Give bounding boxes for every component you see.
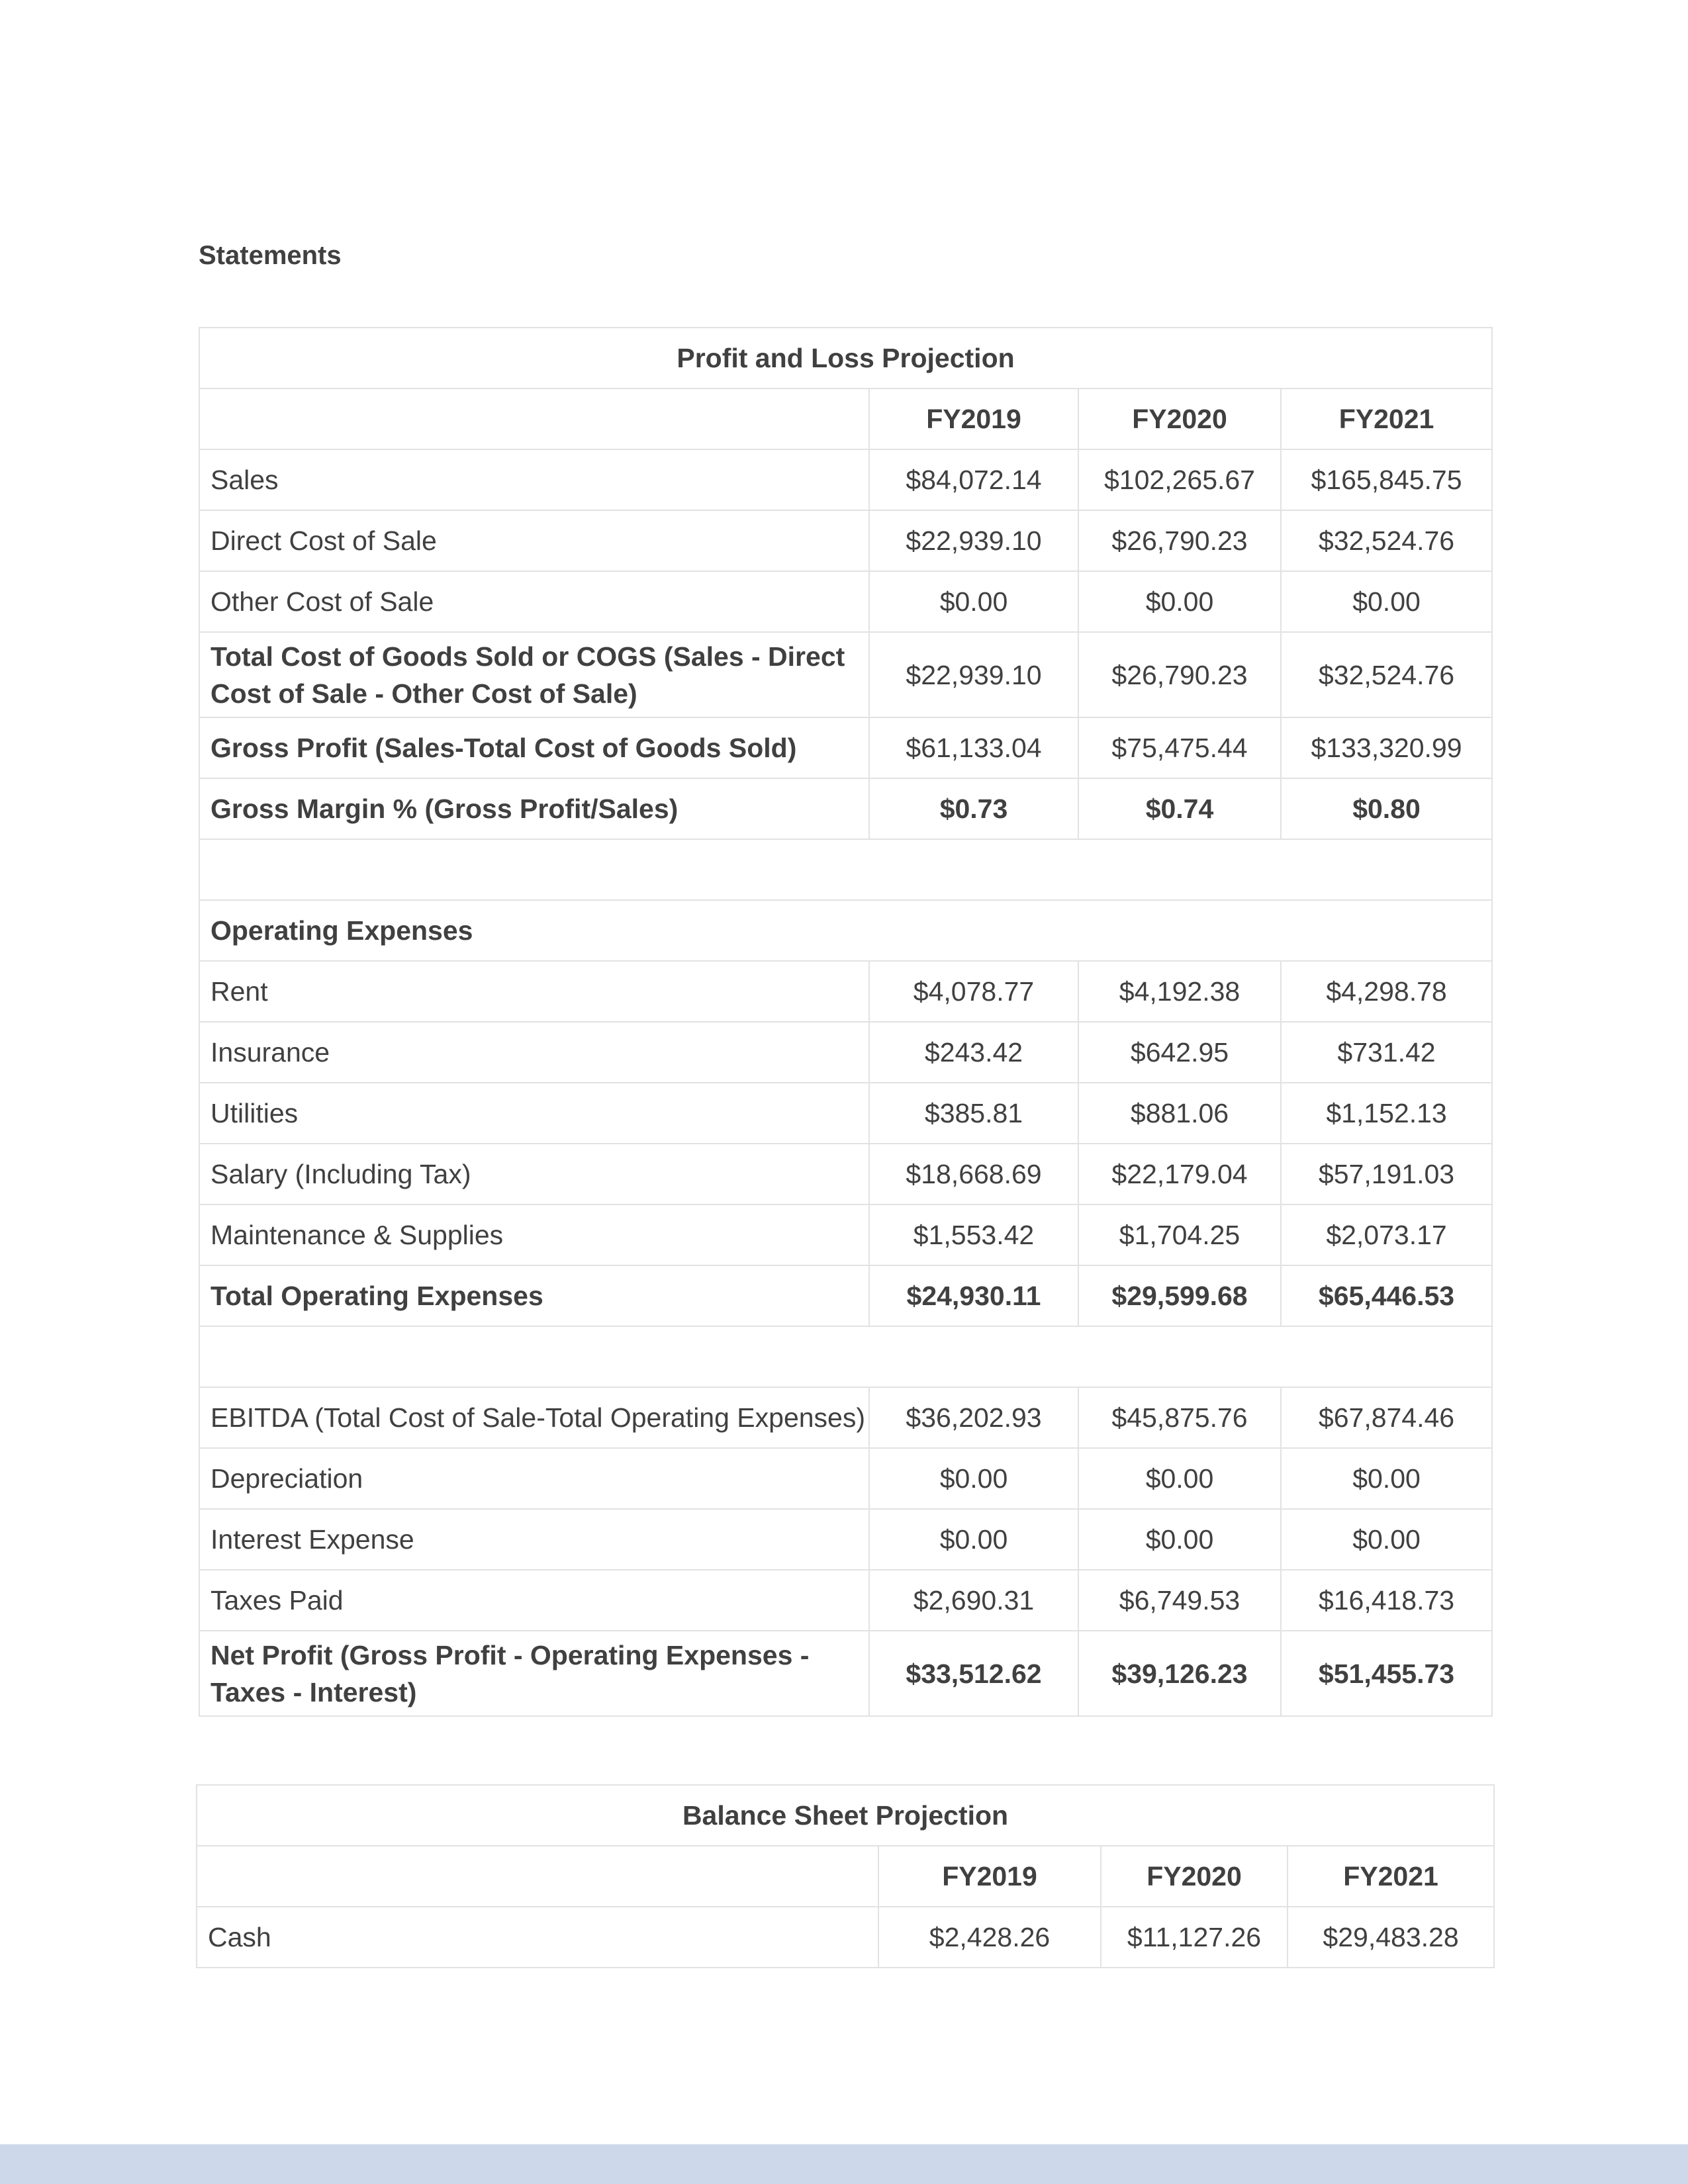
row-label: Taxes Paid [199, 1570, 869, 1631]
header-row [197, 1846, 1494, 1907]
row-value: $2,690.31 [869, 1570, 1078, 1631]
row-value: $6,749.53 [1078, 1570, 1281, 1631]
row-value: $61,133.04 [869, 717, 1078, 778]
table-row [199, 778, 1492, 839]
row-value: $0.74 [1078, 778, 1281, 839]
row-value: $32,524.76 [1281, 632, 1492, 717]
section-row [199, 900, 1492, 961]
year-header: FY2021 [1281, 388, 1492, 449]
spacer-row [199, 839, 1492, 900]
row-label: Interest Expense [199, 1509, 869, 1570]
year-header: FY2019 [869, 388, 1078, 449]
table-row [199, 1265, 1492, 1326]
row-value: $4,192.38 [1078, 961, 1281, 1022]
row-label: EBITDA (Total Cost of Sale-Total Operating Expenses) [199, 1387, 869, 1448]
row-value: $0.00 [869, 571, 1078, 632]
table-title-row [199, 328, 1492, 388]
year-header: FY2020 [1101, 1846, 1288, 1907]
table-row [199, 1570, 1492, 1631]
row-value: $26,790.23 [1078, 632, 1281, 717]
row-value: $11,127.26 [1101, 1907, 1288, 1968]
row-value: $45,875.76 [1078, 1387, 1281, 1448]
table-row [199, 571, 1492, 632]
row-value: $4,298.78 [1281, 961, 1492, 1022]
footer-bar [0, 2144, 1688, 2184]
header-blank [197, 1846, 878, 1907]
row-value: $26,790.23 [1078, 510, 1281, 571]
row-label: Rent [199, 961, 869, 1022]
page-heading: Statements [199, 241, 342, 270]
row-label: Sales [199, 449, 869, 510]
row-label: Gross Margin % (Gross Profit/Sales) [199, 778, 869, 839]
table-row [199, 449, 1492, 510]
row-value: $32,524.76 [1281, 510, 1492, 571]
row-value: $0.80 [1281, 778, 1492, 839]
balance-sheet-table [196, 1784, 1495, 1968]
table-row [199, 1631, 1492, 1716]
row-label: Salary (Including Tax) [199, 1144, 869, 1205]
row-value: $24,930.11 [869, 1265, 1078, 1326]
row-value: $0.00 [1281, 1509, 1492, 1570]
table-row [199, 632, 1492, 717]
row-value: $18,668.69 [869, 1144, 1078, 1205]
table-row [197, 1907, 1494, 1968]
row-value: $0.00 [869, 1509, 1078, 1570]
row-value: $0.73 [869, 778, 1078, 839]
row-value: $0.00 [1281, 571, 1492, 632]
row-value: $84,072.14 [869, 449, 1078, 510]
row-value: $642.95 [1078, 1022, 1281, 1083]
table-title-row [197, 1785, 1494, 1846]
row-label: Gross Profit (Sales-Total Cost of Goods Sold) [199, 717, 869, 778]
row-value: $22,179.04 [1078, 1144, 1281, 1205]
table-title: Balance Sheet Projection [197, 1785, 1494, 1846]
year-header: FY2019 [878, 1846, 1101, 1907]
table-row [199, 510, 1492, 571]
row-value: $0.00 [1078, 571, 1281, 632]
section-label: Operating Expenses [199, 900, 1492, 961]
row-label: Maintenance & Supplies [199, 1205, 869, 1265]
row-value: $0.00 [1078, 1509, 1281, 1570]
row-label: Cash [197, 1907, 878, 1968]
row-value: $0.00 [1281, 1448, 1492, 1509]
row-value: $51,455.73 [1281, 1631, 1492, 1716]
year-header: FY2020 [1078, 388, 1281, 449]
row-value: $29,599.68 [1078, 1265, 1281, 1326]
row-value: $0.00 [869, 1448, 1078, 1509]
row-value: $29,483.28 [1288, 1907, 1494, 1968]
row-value: $881.06 [1078, 1083, 1281, 1144]
table-row [199, 1509, 1492, 1570]
profit-loss-table [199, 327, 1493, 1717]
row-label: Direct Cost of Sale [199, 510, 869, 571]
spacer-cell [199, 839, 1492, 900]
table-title: Profit and Loss Projection [199, 328, 1492, 388]
row-label: Utilities [199, 1083, 869, 1144]
header-blank [199, 388, 869, 449]
row-label: Net Profit (Gross Profit - Operating Expenses - Taxes - Interest) [199, 1631, 869, 1716]
table-row [199, 717, 1492, 778]
row-label: Total Cost of Goods Sold or COGS (Sales - Direct Cost of Sale - Other Cost of Sale) [199, 632, 869, 717]
row-label: Other Cost of Sale [199, 571, 869, 632]
row-value: $0.00 [1078, 1448, 1281, 1509]
row-value: $16,418.73 [1281, 1570, 1492, 1631]
row-value: $385.81 [869, 1083, 1078, 1144]
row-value: $67,874.46 [1281, 1387, 1492, 1448]
row-value: $1,704.25 [1078, 1205, 1281, 1265]
row-value: $4,078.77 [869, 961, 1078, 1022]
table-row [199, 1022, 1492, 1083]
row-value: $22,939.10 [869, 632, 1078, 717]
table-row [199, 1448, 1492, 1509]
row-value: $36,202.93 [869, 1387, 1078, 1448]
row-value: $102,265.67 [1078, 449, 1281, 510]
table-row [199, 1387, 1492, 1448]
spacer-row [199, 1326, 1492, 1387]
row-value: $1,152.13 [1281, 1083, 1492, 1144]
row-label: Total Operating Expenses [199, 1265, 869, 1326]
row-value: $75,475.44 [1078, 717, 1281, 778]
row-value: $2,073.17 [1281, 1205, 1492, 1265]
row-label: Insurance [199, 1022, 869, 1083]
row-value: $39,126.23 [1078, 1631, 1281, 1716]
table-row [199, 1205, 1492, 1265]
row-value: $65,446.53 [1281, 1265, 1492, 1326]
table-row [199, 1144, 1492, 1205]
row-value: $57,191.03 [1281, 1144, 1492, 1205]
row-value: $731.42 [1281, 1022, 1492, 1083]
row-value: $243.42 [869, 1022, 1078, 1083]
table-row [199, 1083, 1492, 1144]
row-value: $2,428.26 [878, 1907, 1101, 1968]
row-value: $165,845.75 [1281, 449, 1492, 510]
year-header: FY2021 [1288, 1846, 1494, 1907]
row-value: $133,320.99 [1281, 717, 1492, 778]
row-value: $22,939.10 [869, 510, 1078, 571]
row-label: Depreciation [199, 1448, 869, 1509]
spacer-cell [199, 1326, 1492, 1387]
row-value: $1,553.42 [869, 1205, 1078, 1265]
header-row [199, 388, 1492, 449]
table-row [199, 961, 1492, 1022]
row-value: $33,512.62 [869, 1631, 1078, 1716]
